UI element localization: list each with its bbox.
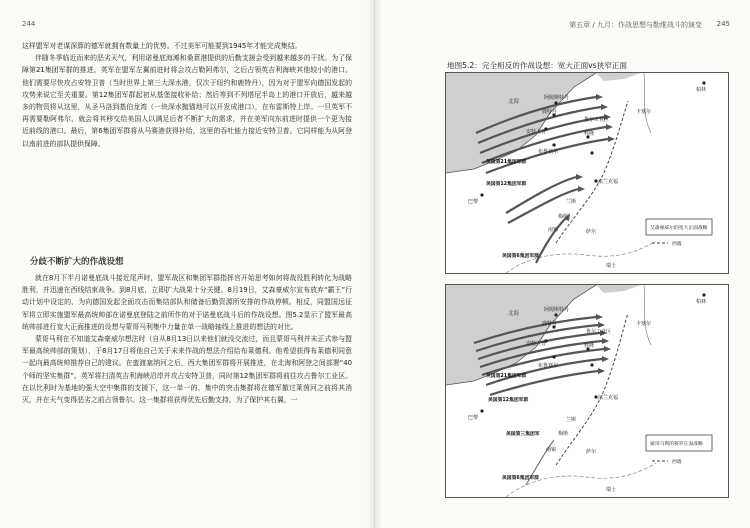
label-north-sea: 北海	[508, 311, 520, 317]
chapter-running-head: 第五章 / 九月：作战思想与勒维战斗的演变	[569, 21, 702, 29]
page-number-left: 244	[22, 20, 36, 28]
label-ruhr: 鲁尔工业区	[584, 117, 610, 123]
label-cologne: 科隆	[584, 343, 595, 349]
label-antwerp: 安特卫普	[526, 341, 547, 347]
legend-west-wall-label: 西墙	[672, 242, 682, 247]
page-number-right: 245	[716, 20, 730, 28]
label-metz: 梅斯	[558, 214, 569, 220]
sea-inlet	[596, 73, 641, 81]
label-saar: 萨尔	[586, 449, 597, 455]
arrow-heads	[596, 314, 611, 374]
label-paris: 巴黎	[468, 415, 479, 421]
paragraph-4: 蒙哥马利在不知道艾森豪威尔想法时（自从8月13日以来他们就没交流过，而且蒙哥马利并未正式参与盟军最高统帅部的策划），于8月17日将他自己关于未来作战的想法介绍给布莱德利。他希望获得布莱德利同意一起向最高统帅推荐自己的建议。在蛮渡塞纳河之后，西大集团军群将开展推进，在北海和阿登之间部署“40个师的坚实集群”。英军将扫清英吉利海峡沿岸并攻占安特卫普，同时第12集团军群将前往攻占鲁尔工业区。在以比利时为基地的强大空中集群的支援下，这一单一的、集中的突击集群将在德军撤过莱茵河之前将其消灭，并在天气变得恶劣之前占领鲁尔。这一集群将获得优先后勤支持。为了保护其右翼，一	[22, 335, 352, 405]
label-north-sea: 北海	[508, 99, 520, 105]
map-svg-2	[446, 285, 728, 497]
label-6ag: 美国第6集团军群	[502, 254, 539, 259]
label-12ag: 美国第12集团军群	[488, 398, 529, 403]
label-saar: 萨尔	[586, 229, 597, 235]
label-antwerp: 安特卫普	[526, 129, 547, 135]
label-switzerland: 瑞士	[606, 263, 617, 269]
right-page	[375, 0, 750, 528]
map-narrow-front	[445, 284, 729, 498]
map-svg-1	[446, 73, 728, 273]
legend-west-wall-label: 西墙	[672, 460, 682, 465]
label-switzerland: 瑞士	[606, 487, 617, 493]
sea-inlet	[596, 285, 641, 293]
paragraph-3: 就在8月下半月诺曼底战斗接近尾声时，盟军战区和集团军群指挥官开始思考如何将战役胜利转化为战略胜利，并迅速在西线结束战争。到8月底，立即扩大战果十分关键。8月19日，艾森豪威尔宣布放弃“霸王”行动计划中设定的，为向德国发起全面攻击而集结部队和储备后勤资源所安排的作战停顿。相反，同盟国远征军将立即实施盟军最高统帅部在诺曼底登陆之前所作的对于诺曼底战斗后的作战设想。图5.2显示了盟军最高统帅部进行宽大正面推进的设想与蒙哥马利集中力量在单一战略轴线上推进的想法的对比。	[22, 274, 352, 331]
label-amsterdam: 阿姆斯特丹	[544, 95, 570, 101]
label-berlin: 柏林	[696, 299, 707, 305]
west-wall-line	[556, 313, 628, 465]
label-nancy: 南锡	[548, 227, 559, 233]
label-21ag: 英国第21集团军群	[486, 374, 527, 379]
gutter-shadow	[366, 0, 374, 528]
label-6ag: 美国第6集团军群	[502, 476, 539, 481]
text-block-upper	[22, 40, 352, 150]
label-frankfurt: 法兰克福	[598, 395, 619, 401]
label-reims: 兰斯	[566, 199, 577, 205]
label-rotterdam: 鹿特丹	[542, 321, 558, 327]
legend-text-broad-front: 艾森豪威尔的宽大正面战略	[650, 226, 708, 231]
label-berlin: 柏林	[696, 87, 707, 93]
label-paris: 巴黎	[468, 199, 479, 205]
label-reims: 兰斯	[566, 417, 577, 423]
label-kassel: 卡塞尔	[636, 321, 652, 327]
label-nancy: 南锡	[546, 447, 557, 453]
label-ruhr: 鲁尔工业区	[586, 329, 612, 335]
paragraph-1: 这样盟军对老谋深算的德军就拥有数量上的优势。不过美军可能要到1945年才能完成集结。	[22, 42, 302, 50]
gutter-shadow	[375, 0, 383, 528]
label-amsterdam: 阿姆斯特丹	[544, 307, 570, 313]
label-frankfurt: 法兰克福	[598, 179, 619, 185]
label-cologne: 科隆	[584, 131, 595, 137]
label-kassel: 卡塞尔	[636, 109, 652, 115]
label-3a: 美国第三集团军	[506, 432, 540, 437]
paragraph-2: 伴随冬季临近而来的恶劣天气，利用诺曼底海滩和桑葚港提供的后勤支援会受到越来越多的干扰。为了保障第21集团军群的推进，英军在盟军左翼前进时将会攻占勒阿弗尔，之后占领英吉利海峡其他较小的港口。他们需要尽快攻占安特卫普（当时世界上第三大深水港，仅次于纽约和鹿特丹），因为对于盟军向德国发起的攻势来说它至关重要。第12集团军群起初从基堡接收补给；然后等到不列塔尼半岛上的港口开放后，越来越多的物资将从这里，从圣马洛到基伯龙湾（一块深水抛锚地可以开发成港口），在布雷斯特上岸。一旦英军不再需要勒阿弗尔，就会将其移交给美国人以满足后者不断扩大的需求，并在美军向东前进时提供一个更为接近前线的港口。最后，第6集团军群将从马赛港获得补给，这里的吞吐能力接近安特卫普。它同样能为从阿登以南前进的部队提供保障。	[22, 54, 352, 148]
label-rotterdam: 鹿特丹	[542, 109, 558, 115]
label-metz: 梅斯	[558, 431, 569, 437]
label-21ag: 英国第21集团军群	[486, 160, 527, 165]
label-brussels: 布鲁塞尔	[538, 149, 559, 155]
map-broad-front	[445, 72, 729, 274]
legend-text-narrow-front: 蒙哥马利的狭窄正面战略	[650, 442, 703, 447]
text-block-lower	[22, 272, 352, 406]
label-12ag: 美国第12集团军群	[486, 182, 527, 187]
label-brussels: 布鲁塞尔	[538, 363, 559, 369]
section-heading: 分歧不断扩大的作战设想	[30, 257, 124, 267]
figure-caption: 地图5.2：完全相反的作战设想：宽大正面vs狭窄正面	[447, 61, 627, 70]
